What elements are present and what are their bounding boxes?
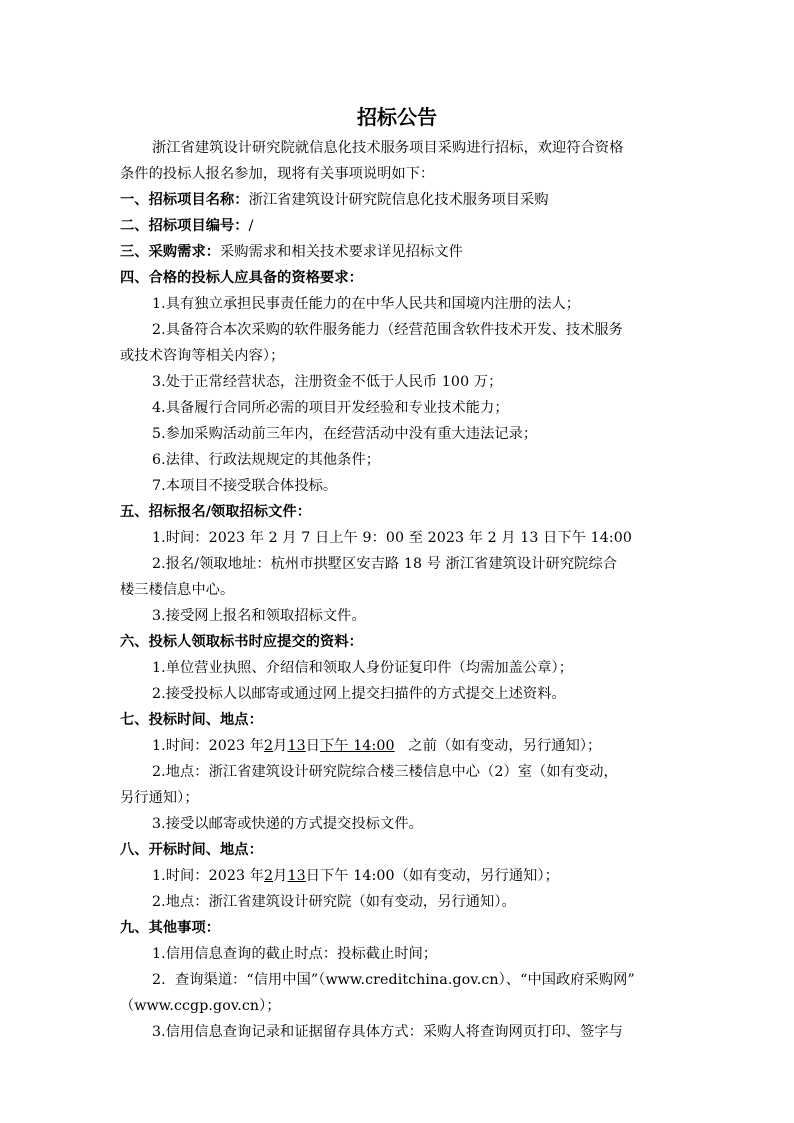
section-9-item-2a: 2. 查询渠道：“信用中国”（www.creditchina.gov.cn）、“中国政府采购网”: [152, 972, 635, 988]
section-5-item-1: 1.时间：2023 年 2 月 7 日上午 9：00 至 2023 年 2 月 13 日下午 14:00: [152, 530, 632, 546]
section-9-item-3: 3.信用信息查询记录和证据留存具体方式：采购人将查询网页打印、签字与: [152, 1024, 623, 1040]
section-2-text: /: [248, 218, 254, 234]
section-2: [120, 216, 680, 236]
section-6-item-1: 1.单位营业执照、介绍信和领取人身份证复印件（均需加盖公章）；: [152, 660, 573, 676]
s8-day: 13: [287, 868, 306, 884]
section-4-item-6: 6.法律、行政法规规定的其他条件；: [152, 452, 381, 468]
s7-time: 下午 14:00: [320, 738, 395, 754]
s8-month: 2: [264, 868, 274, 884]
intro-line-1: 浙江省建筑设计研究院就信息化技术服务项目采购进行招标，欢迎符合资格: [152, 140, 624, 156]
section-7-item-2a: 2.地点：浙江省建筑设计研究院综合楼三楼信息中心（2）室（如有变动，: [152, 764, 618, 780]
s7-day: 13: [287, 738, 306, 754]
s7-time-prefix: 1.时间：2023 年: [152, 738, 265, 754]
section-9-item-1: 1.信用信息查询的截止时点：投标截止时间；: [152, 946, 438, 962]
s7-time-suffix: 之前（如有变动，另行通知）；: [394, 738, 602, 754]
s8-time-suffix: 日下午 14:00（如有变动，另行通知）；: [305, 868, 559, 884]
section-5-heading: 五、招标报名/领取招标文件：: [120, 504, 312, 520]
section-9-item-2b: （www.ccgp.gov.cn）；: [120, 998, 281, 1014]
intro-line-2: 条件的投标人报名参加，现将有关事项说明如下：: [120, 166, 435, 182]
section-9-heading: 九、其他事项：: [120, 920, 221, 936]
section-4-item-2a: 2.具备符合本次采购的软件服务能力（经营范围含软件技术开发、技术服务: [152, 322, 623, 338]
section-5-item-3: 3.接受网上报名和领取招标文件。: [152, 608, 366, 624]
section-7-item-1: [152, 736, 680, 756]
section-8-heading: 八、开标时间、地点：: [120, 842, 263, 858]
s8-month-unit: 月: [273, 868, 288, 884]
section-4-item-3: 3.处于正常经营状态，注册资金不低于人民币 100 万；: [152, 374, 503, 390]
s8-time-prefix: 1.时间：2023 年: [152, 868, 265, 884]
section-4-item-4: 4.具备履行合同所必需的项目开发经验和专业技术能力；: [152, 400, 509, 416]
s7-day-unit: 日: [305, 738, 321, 754]
section-8-item-2: 2.地点：浙江省建筑设计研究院（如有变动，另行通知）。: [152, 894, 516, 910]
section-4-item-5: 5.参加采购活动前三年内，在经营活动中没有重大违法记录；: [152, 426, 538, 442]
section-3: [120, 242, 680, 262]
section-5-item-2b: 楼三楼信息中心。: [120, 582, 235, 598]
section-1: [120, 190, 680, 210]
s7-month-unit: 月: [273, 738, 288, 754]
section-1-text: 浙江省建筑设计研究院信息化技术服务项目采购: [248, 192, 549, 208]
section-7-item-3: 3.接受以邮寄或快递的方式提交投标文件。: [152, 816, 423, 832]
section-4-item-2b: 或技术咨询等相关内容）；: [120, 348, 285, 364]
section-4-heading: 四、合格的投标人应具备的资格要求：: [120, 270, 363, 286]
section-6-item-2: 2.接受投标人以邮寄或通过网上提交扫描件的方式提交上述资料。: [152, 686, 566, 702]
s7-month: 2: [264, 738, 274, 754]
section-4-item-1: 1.具有独立承担民事责任能力的在中华人民共和国境内注册的法人；: [152, 296, 581, 312]
section-1-heading: 一、招标项目名称：: [120, 192, 249, 208]
section-7-heading: 七、投标时间、地点：: [120, 712, 263, 728]
section-6-heading: 六、投标人领取标书时应提交的资料：: [120, 634, 363, 650]
section-2-heading: 二、招标项目编号：: [120, 218, 249, 234]
section-3-heading: 三、采购需求：: [120, 244, 221, 260]
section-7-item-2b: 另行通知）；: [120, 790, 199, 806]
page-title: 招标公告: [357, 105, 437, 129]
section-4-item-7: 7.本项目不接受联合体投标。: [152, 478, 338, 494]
section-5-item-2a: 2.报名/领取地址：杭州市拱墅区安吉路 18 号 浙江省建筑设计研究院综合: [152, 556, 618, 572]
section-8-item-1: [152, 866, 680, 886]
section-3-text: 采购需求和相关技术要求详见招标文件: [220, 244, 463, 260]
